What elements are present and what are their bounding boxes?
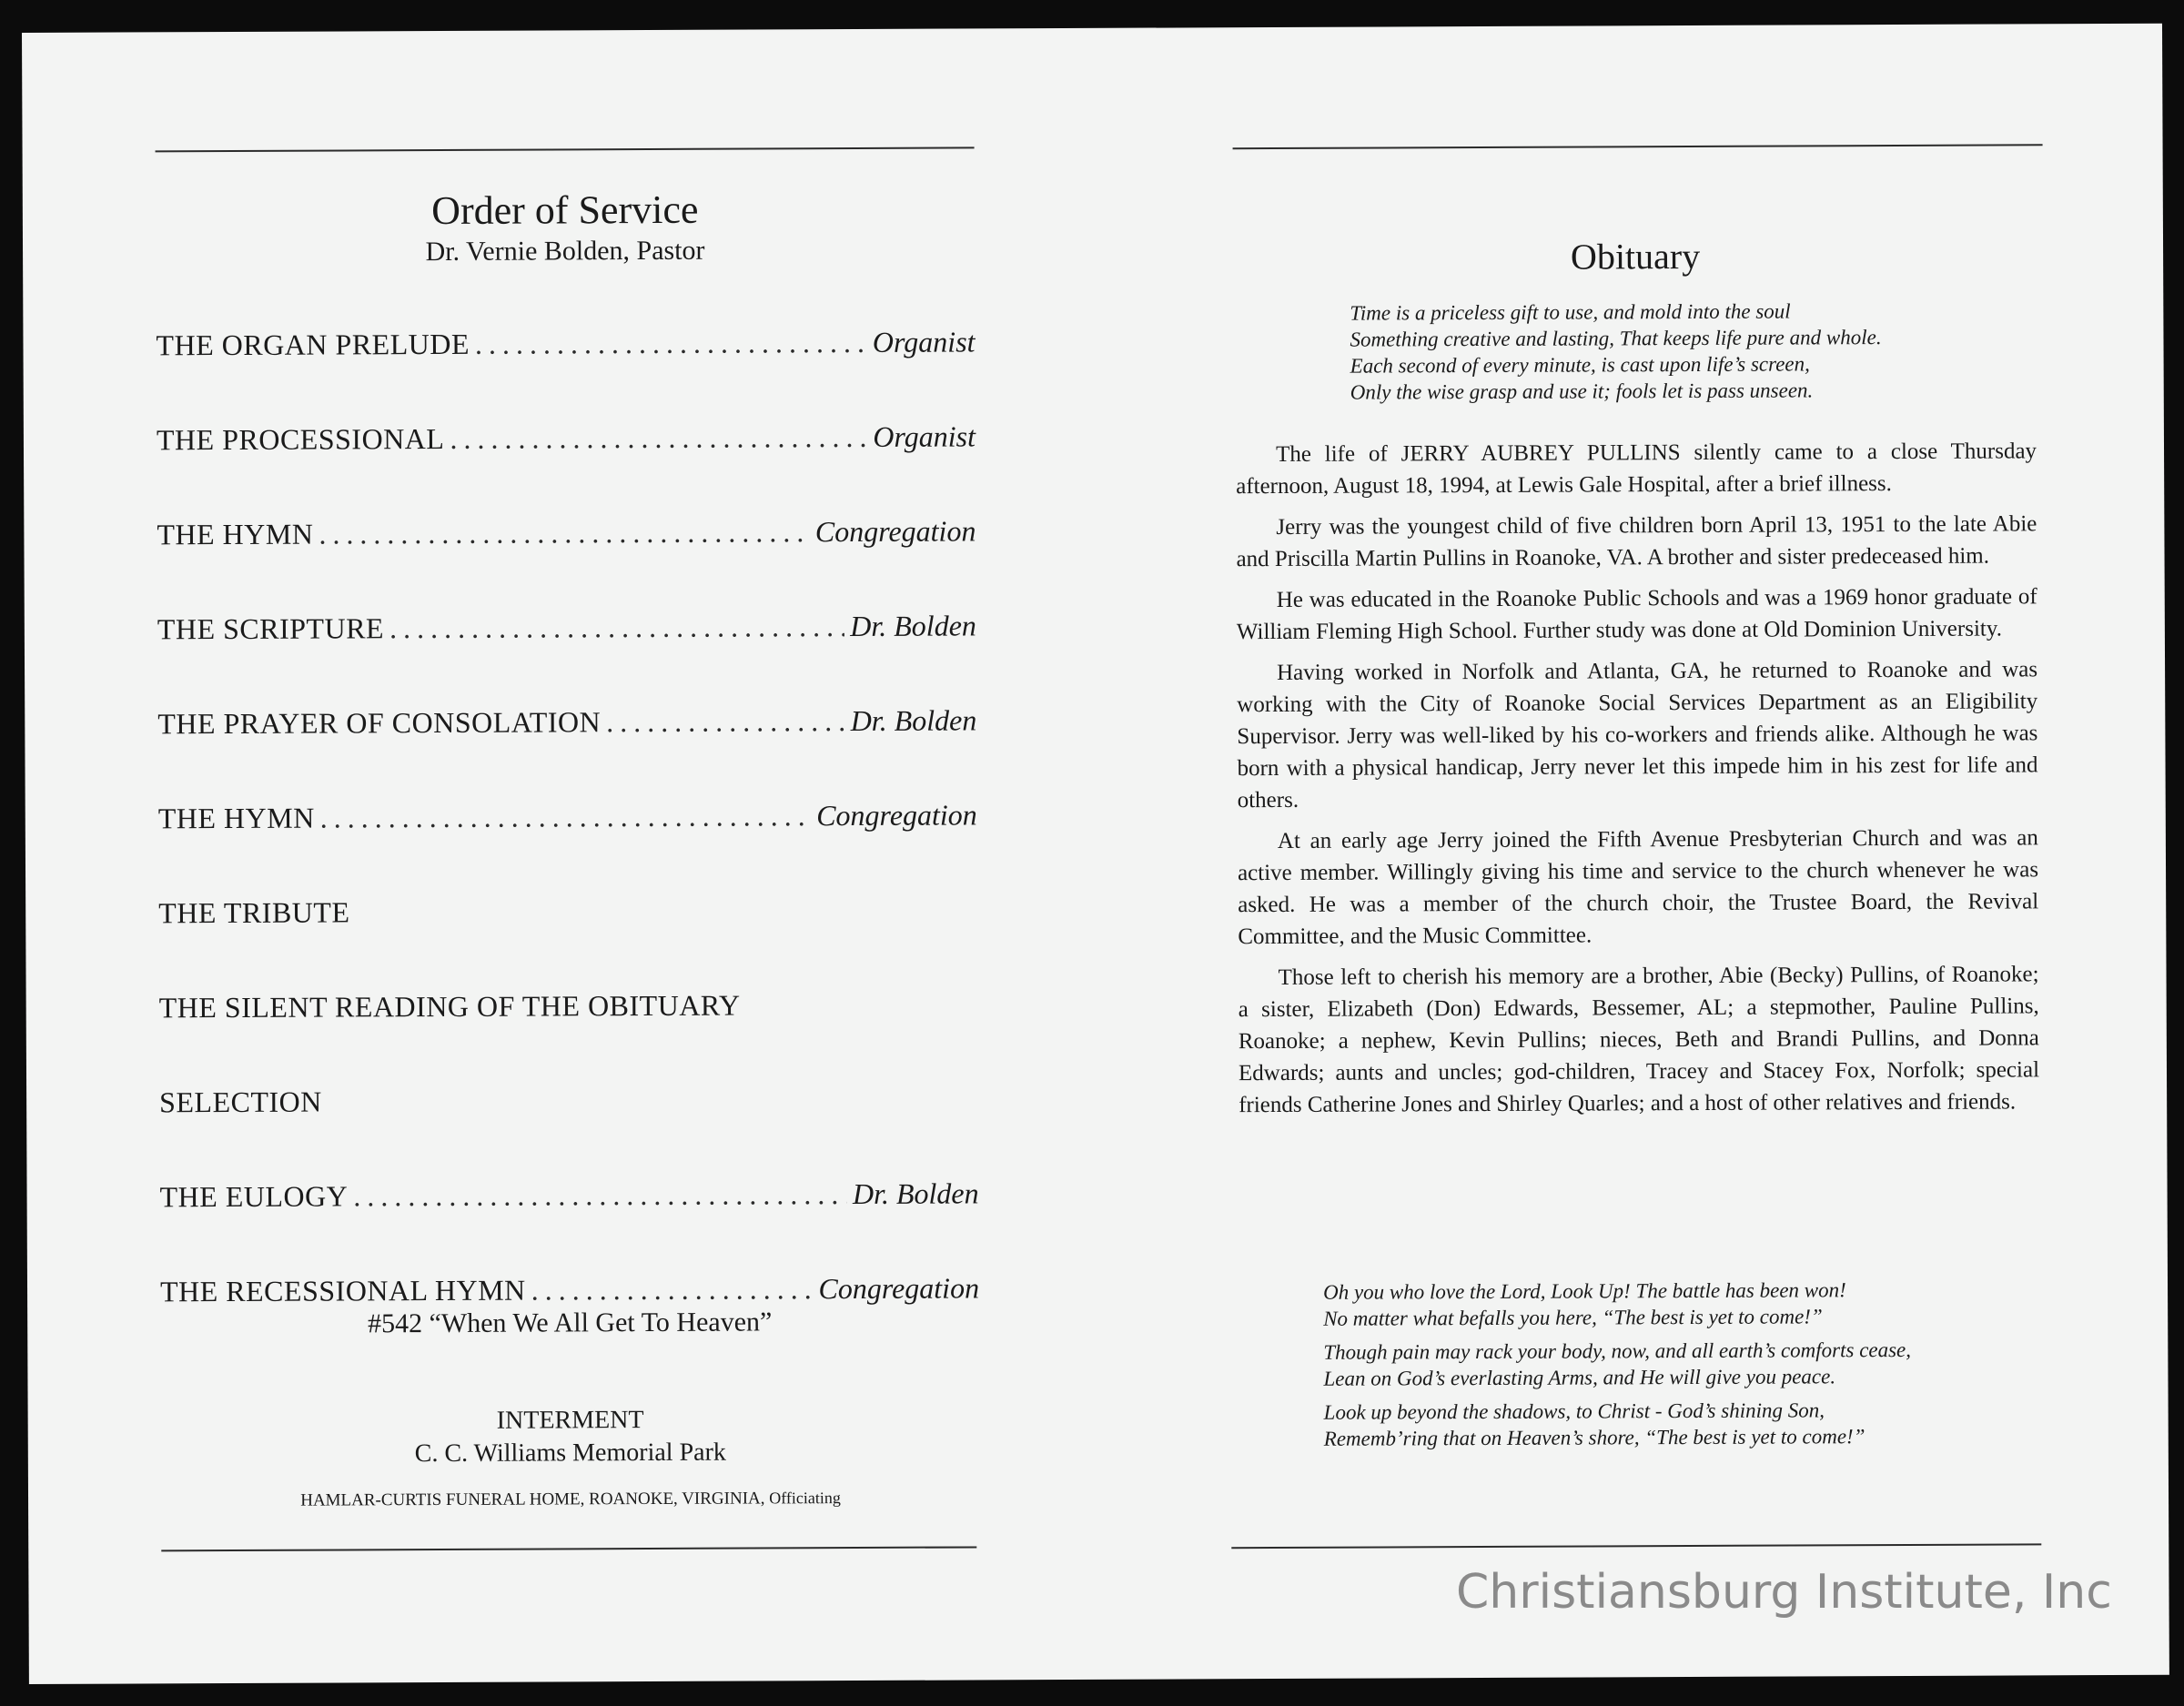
funeral-home-note: Officiating	[769, 1489, 841, 1508]
obituary-page	[1234, 24, 2040, 1450]
poem-line: Something creative and lasting, That keeps life pure and whole.	[1350, 326, 1882, 351]
service-item: SELECTION	[159, 1085, 322, 1119]
interment-place: C. C. Williams Memorial Park	[414, 1438, 726, 1469]
obituary-paragraph: Those left to cherish his memory are a brother, Abie (Becky) Pullins, of Roanoke; a sister, Elizabeth (Don) Edwards, Bessemer, AL; a stepmother, Pauline Pullins, Roanoke; a nephew, Kevin Pullins; nieces, Beth and Brandi Pullins, and Donna Edwards; aunts and uncles; god-children, Tracey and Stacey Fox, Norfolk; special friends Catherine Jones and Shirley Quarles; and a host of other relatives and friends.	[1238, 962, 2040, 1118]
recessional-hymn-title: #542 “When We All Get To Heaven”	[367, 1307, 773, 1339]
service-item: THE EULOGY ..... Dr. Bolden	[160, 1176, 979, 1214]
poem-line: Though pain may rack your body, now, and all earth’s comforts cease,	[1323, 1338, 1912, 1364]
service-item: THE PROCESSIONAL ..... Organist	[157, 419, 976, 457]
opening-poem	[1350, 298, 1882, 406]
service-item: THE TRIBUTE	[158, 895, 350, 930]
bottom-rule-right	[1231, 1543, 2041, 1549]
order-of-service-page	[155, 28, 980, 1510]
obituary-title: Obituary	[1570, 235, 1701, 278]
service-item: THE RECESSIONAL HYMN ..... Congregation	[160, 1271, 979, 1308]
top-rule-right	[1233, 144, 2043, 149]
obituary-paragraph: He was educated in the Roanoke Public Schools and was a 1969 honor graduate of William Fleming High School. Further study was done at Old Dominion University.	[1236, 584, 2037, 645]
poem-line: Look up beyond the shadows, to Christ - God’s shining Son,	[1323, 1398, 1825, 1424]
order-of-service-title: Order of Service	[431, 187, 699, 234]
obituary-paragraph: Jerry was the youngest child of five children born April 13, 1951 to the late Abie and Priscilla Martin Pullins in Roanoke, VA. A brother and sister predeceased him.	[1236, 511, 2037, 572]
obituary-body	[1236, 435, 2039, 1130]
program-sheet	[22, 24, 2169, 1684]
poem-line: Oh you who love the Lord, Look Up! The battle has been won!	[1322, 1278, 1846, 1304]
interment-label: INTERMENT	[496, 1406, 644, 1435]
obituary-paragraph: Having worked in Norfolk and Atlanta, GA, he returned to Roanoke and was working with the City of Roanoke Social Services Department as an Eligibility Supervisor. Jerry was well-liked by his co-workers and friends alike. Although he was born with a physical handicap, Jerry never let this impede him in his zest for life and others.	[1237, 657, 2038, 813]
service-item: THE PRAYER OF CONSOLATION ..... Dr. Bolden	[157, 703, 976, 741]
closing-poem	[1323, 1277, 1911, 1452]
poem-line: Each second of every minute, is cast upon life’s screen,	[1350, 352, 1810, 378]
service-item: THE HYMN ..... Congregation	[158, 798, 977, 835]
funeral-home-line	[161, 1488, 980, 1511]
service-item: THE HYMN ..... Congregation	[157, 514, 976, 551]
obituary-paragraph: The life of JERRY AUBREY PULLINS silently came to a close Thursday afternoon, August 18, 1994, at Lewis Gale Hospital, after a brief illness.	[1236, 439, 2037, 500]
poem-line: Lean on God’s everlasting Arms, and He will give you peace.	[1323, 1365, 1836, 1390]
pastor-name: Dr. Vernie Bolden, Pastor	[425, 235, 705, 268]
service-item: THE SCRIPTURE ..... Dr. Bolden	[157, 609, 976, 646]
poem-line: Only the wise grasp and use it; fools let is pass unseen.	[1350, 379, 1814, 404]
service-item: THE ORGAN PRELUDE ..... Organist	[156, 325, 975, 362]
poem-line: No matter what befalls you here, “The best is yet to come!”	[1323, 1305, 1823, 1330]
service-item: THE SILENT READING OF THE OBITUARY	[158, 988, 741, 1025]
poem-line: Rememb’ring that on Heaven’s shore, “The best is yet to come!”	[1323, 1425, 1866, 1450]
obituary-paragraph: At an early age Jerry joined the Fifth Avenue Presbyterian Church and was an active member. Willingly giving his time and service to the church whenever he was asked. He was a member of the church choir, the Trustee Board, the Revival Committee, and the Music Committee.	[1237, 825, 2039, 950]
watermark: Christiansburg Institute, Inc	[1456, 1565, 2112, 1620]
funeral-home: HAMLAR-CURTIS FUNERAL HOME, ROANOKE, VIRGINIA,	[300, 1489, 765, 1510]
top-rule-left	[156, 146, 975, 152]
poem-line: Time is a priceless gift to use, and mold into the soul	[1350, 299, 1791, 325]
bottom-rule-left	[161, 1546, 976, 1551]
